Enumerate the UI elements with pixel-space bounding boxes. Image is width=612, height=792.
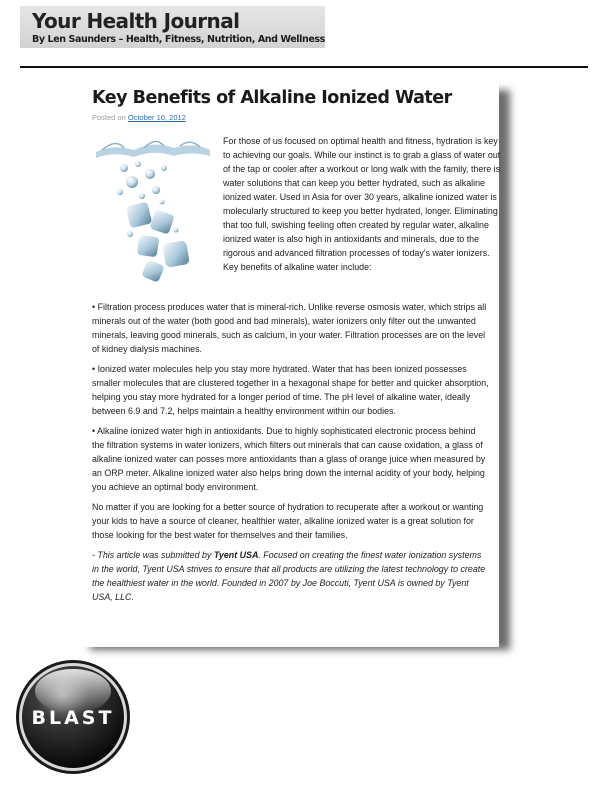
author-signoff: [92, 548, 489, 604]
masthead-divider: [20, 66, 588, 68]
site-title[interactable]: Your Health Journal: [32, 9, 240, 33]
benefit-item: • Ionized water molecules help you stay more hydrated. Water that has been ionized possesses smaller molecules that are clustered together in a hexagonal shape for better and quicker absorption, helping you stay more hydrated for a longer period of time. The pH level of alkaline water, ideally between 6.9 and 7.2, helps maintain a healthy environment within our bodies.: [92, 364, 489, 416]
article-intro: [92, 128, 501, 294]
intro-paragraph: For those of us focused on optimal health and fitness, hydration is key to achieving our goals. While our instinct is to grab a glass of water out of the tap or cooler after a workout or long walk with the family, there is water solutions that can keep you better hydrated, such as alkaline ionized water. Used in Asia for over 30 years, alkaline ionized water is molecularly structured to keep you better hydrated, longer. Eliminating that too full, swishing feeling often created by regular water, alkaline ionized water is also high in antioxidants and minerals, due to the rigorous and advanced filtration processes of today's water ionizers. Key benefits of alkaline water include:: [223, 136, 501, 272]
closing-paragraph: No matter if you are looking for a better source of hydration to recuperate after a workout or wanting your kids to have a source of cleaner, healthier water, alkaline ionized water is a great solution for those looking for the best water for themselves and their families.: [92, 502, 484, 540]
masthead: [20, 6, 325, 48]
article-headline[interactable]: Key Benefits of Alkaline Ionized Water: [92, 88, 452, 108]
posted-meta: [92, 113, 489, 122]
site-tagline: By Len Saunders – Health, Fitness, Nutrition, And Wellness: [32, 34, 325, 45]
benefit-item: • Alkaline ionized water high in antioxidants. Due to highly sophisticated electronic process behind the filtration systems in water ionizers, which filters out minerals that can cause oxidation, a glass of alkaline ionized water can posses more antioxidants than a glass of orange juice when measured by an ORP meter. Alkaline ionized water also helps bring down the internal acidity of your body, helping you achieve an optimal body environment.: [92, 426, 486, 492]
signoff-company: Tyent USA: [213, 550, 259, 560]
water-splash-ice-cubes-image: [94, 138, 212, 288]
posted-prefix: Posted on: [92, 113, 126, 122]
signoff-details: . Focused on creating the finest water ionization systems in the world, Tyent USA strives to ensure that all products are utilizing the latest technology to create the healthiest water in the world. Founded in 2007 by Joe Boccuti, Tyent USA is owned by Tyent USA, LLC.: [92, 550, 486, 602]
blast-logo: [14, 658, 132, 776]
article-clipping: [80, 78, 499, 647]
blast-logo-text: BLAST: [31, 707, 115, 729]
benefit-item: • Filtration process produces water that is mineral-rich. Unlike reverse osmosis water, which strips all minerals out of the water (both good and bad minerals), water ionizers only filter out the unwanted minerals, leaving good minerals, such as calcium, in your water. Filtration processes are on the level of kidney dialysis machines.: [92, 302, 487, 354]
posted-date-link[interactable]: October 10, 2012: [127, 113, 186, 122]
signoff-prefix: - This article was submitted by: [92, 550, 214, 560]
